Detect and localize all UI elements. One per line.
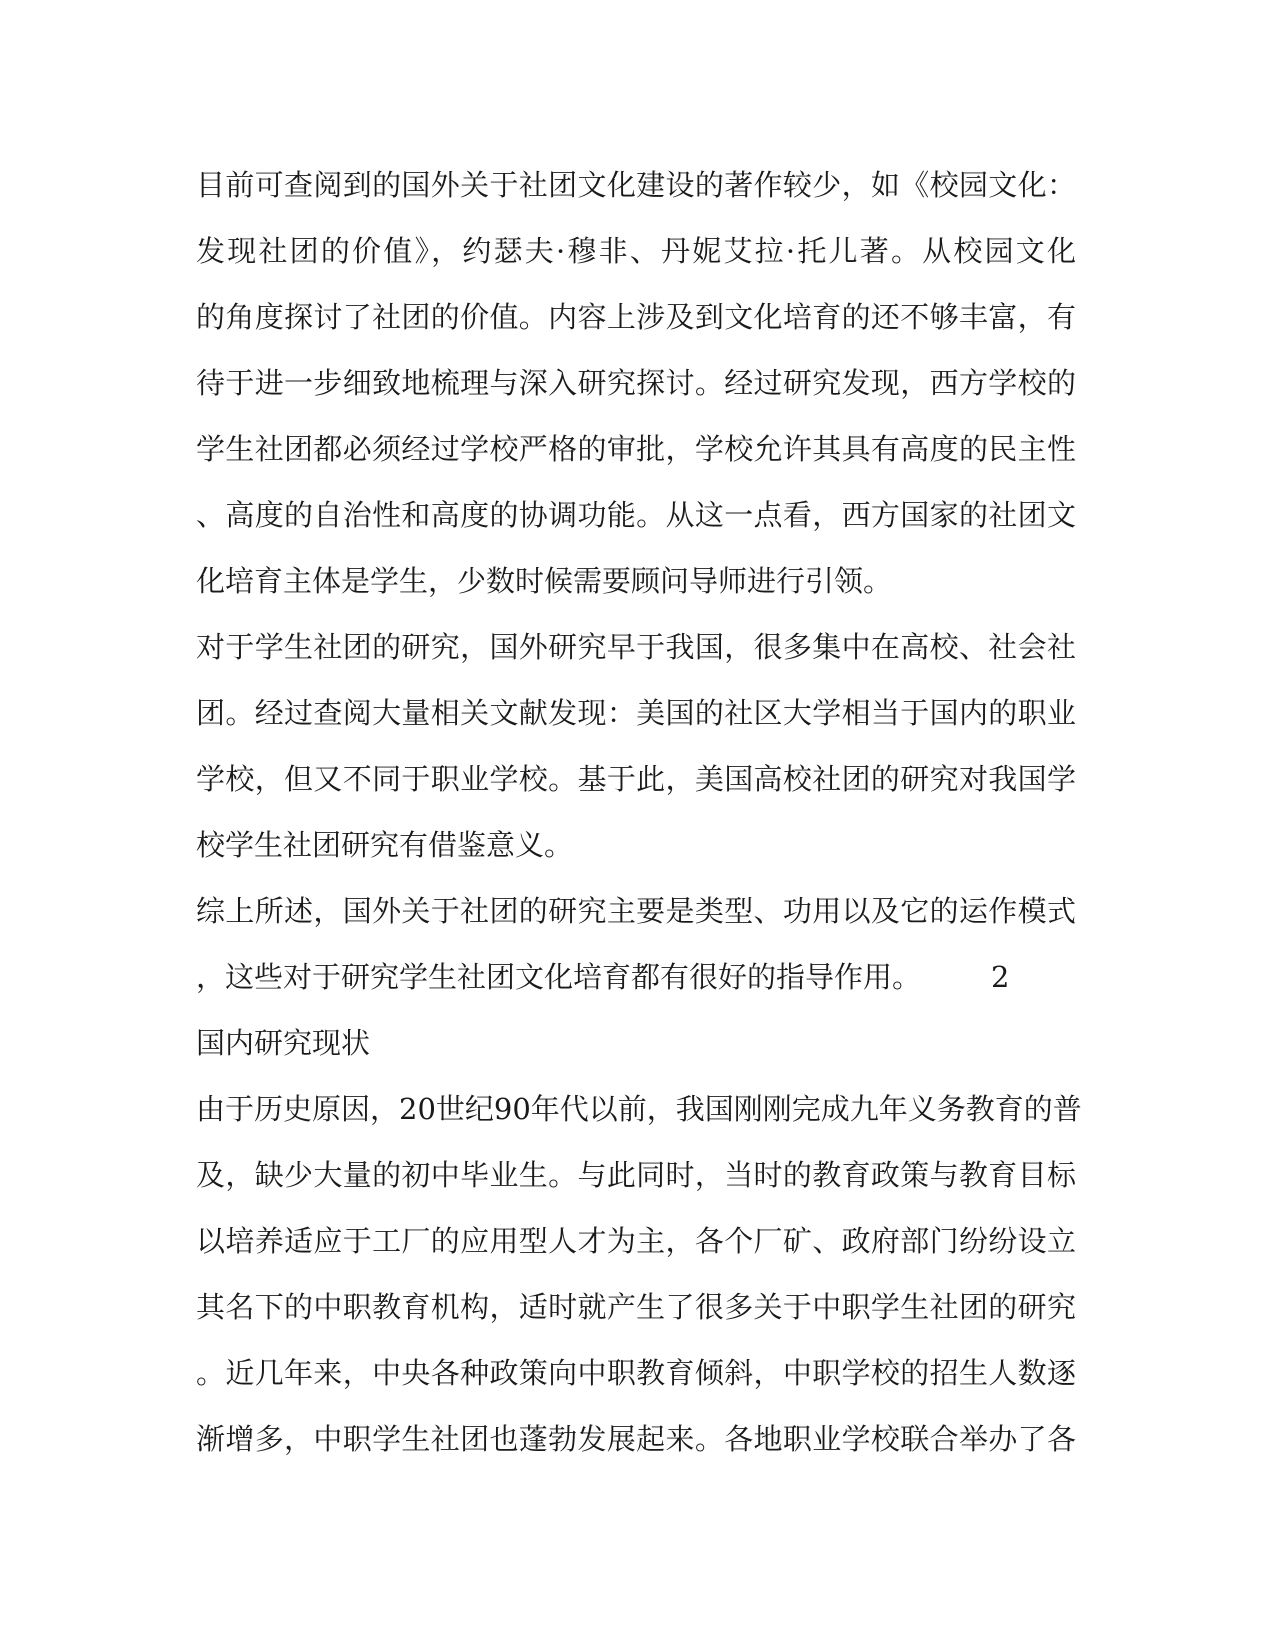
text-line: 学生社团都必须经过学校严格的审批，学校允许其具有高度的民主性 — [196, 432, 1076, 466]
text-line: 及，缺少大量的初中毕业生。与此同时，当时的教育政策与教育目标 — [196, 1158, 1076, 1192]
text-line: 由于历史原因，20世纪90年代以前，我国刚刚完成九年义务教育的普 — [196, 1092, 1082, 1126]
body-text — [196, 152, 1082, 1472]
text-line: 其名下的中职教育机构，适时就产生了很多关于中职学生社团的研究 — [196, 1290, 1076, 1324]
text-line: 目前可查阅到的国外关于社团文化建设的著作较少，如《校园文化： — [196, 168, 1076, 202]
text-line: 的角度探讨了社团的价值。内容上涉及到文化培育的还不够丰富，有 — [196, 300, 1076, 334]
text-line: 对于学生社团的研究，国外研究早于我国，很多集中在高校、社会社 — [196, 630, 1076, 664]
text-line: 校学生社团研究有借鉴意义。 — [196, 828, 574, 862]
text-line: 、高度的自治性和高度的协调功能。从这一点看，西方国家的社团文 — [196, 498, 1076, 532]
text-line: ，这些对于研究学生社团文化培育都有很好的指导作用。 — [196, 960, 922, 994]
text-line: 以培养适应于工厂的应用型人才为主，各个厂矿、政府部门纷纷设立 — [196, 1224, 1076, 1258]
section-number: 2 — [991, 960, 1010, 994]
text-line: 团。经过查阅大量相关文献发现：美国的社区大学相当于国内的职业 — [196, 696, 1076, 730]
text-line: 待于进一步细致地梳理与深入研究探讨。经过研究发现，西方学校的 — [196, 366, 1076, 400]
text-line: 化培育主体是学生，少数时候需要顾问导师进行引领。 — [196, 564, 893, 598]
text-line: 。近几年来，中央各种政策向中职教育倾斜，中职学校的招生人数逐 — [196, 1356, 1076, 1390]
text-line: 渐增多，中职学生社团也蓬勃发展起来。各地职业学校联合举办了各 — [196, 1422, 1076, 1456]
text-line: 综上所述，国外关于社团的研究主要是类型、功用以及它的运作模式 — [196, 894, 1076, 928]
text-line: 学校，但又不同于职业学校。基于此，美国高校社团的研究对我国学 — [196, 762, 1076, 796]
text-line-with-number — [196, 944, 1076, 1010]
section-heading: 国内研究现状 — [196, 1026, 371, 1060]
text-line: 发现社团的价值》，约瑟夫·穆非、丹妮艾拉·托儿著。从校园文化 — [196, 234, 1076, 268]
